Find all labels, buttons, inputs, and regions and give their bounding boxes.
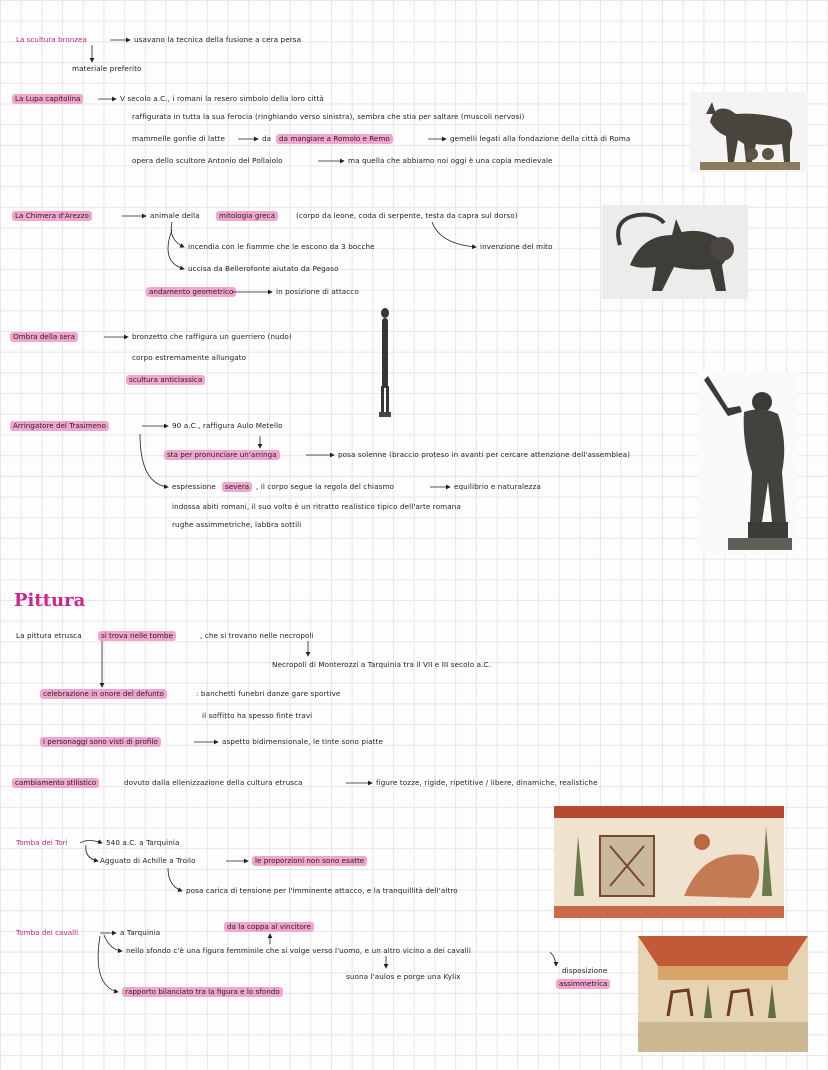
- arringatore-line-2b: posa solenne (braccio proteso in avanti per cercare attenzione dell'assemblea): [338, 450, 631, 459]
- cavalli-line-1: a Tarquinia: [120, 928, 161, 937]
- lupa-line-3b: da: [262, 134, 272, 143]
- scultura-bronzea-desc: usavano la tecnica della fusione a cera persa: [134, 35, 302, 44]
- arringatore-label: Arringatore del Trasimeno: [10, 421, 109, 431]
- ombra-della-sera-image: [376, 306, 394, 420]
- pittura-line-4: il soffitto ha spesso finte travi: [202, 711, 313, 720]
- chimera-line-1b: (corpo da leone, coda di serpente, testa da capra sul dorso): [296, 211, 518, 220]
- chimera-line-1a: animale della: [150, 211, 200, 220]
- tori-label: Tomba dei Tori: [16, 838, 68, 847]
- lupa-line-3c: gemelli legati alla fondazione della città di Roma: [450, 134, 631, 143]
- pittura-line-6a: dovuto dalla ellenizzazione della cultura etrusca: [124, 778, 303, 787]
- cavalli-line-3: suona l'aulos e porge una Kylix: [346, 972, 461, 981]
- arringatore-line-3-highlight: severa: [222, 482, 252, 492]
- pittura-line-6-highlight: cambiamento stilistico: [12, 778, 99, 788]
- arringatore-line-1: 90 a.C., raffigura Aulo Metello: [172, 421, 283, 430]
- arringatore-line-5: rughe assimmetriche, labbra sottili: [172, 520, 302, 529]
- arringatore-image: [698, 372, 798, 554]
- chimera-line-4b: in posizione di attacco: [276, 287, 359, 296]
- lupa-label: La Lupa capitolina: [12, 94, 83, 104]
- chimera-line-4-highlight: andamento geometrico: [146, 287, 236, 297]
- tori-line-3: posa carica di tensione per l'imminente attacco, e la tranquillità dell'altro: [186, 886, 458, 895]
- ombra-label: Ombra della sera: [10, 332, 78, 342]
- ombra-line-2: corpo estremamente allungato: [132, 353, 247, 362]
- cavalli-line-4-highlight: rapporto bilanciato tra la figura e lo sfondo: [122, 987, 283, 997]
- lupa-capitolina-image: [690, 92, 808, 172]
- pittura-line-5b: aspetto bidimensionale, le tinte sono piatte: [222, 737, 384, 746]
- pittura-line-1-highlight: si trova nelle tombe: [98, 631, 176, 641]
- lupa-line-2: raffigurata in tutta la sua ferocia (ringhiando verso sinistra), sembra che stia per saltare (muscoli nervosi): [132, 112, 525, 121]
- lupa-line-1: V secolo a.C., i romani la resero simbolo della loro città: [120, 94, 324, 103]
- ombra-line-3-highlight: scultura anticlassica: [126, 375, 205, 385]
- arringatore-line-3b: , il corpo segue la regola del chiasmo: [256, 482, 395, 491]
- chimera-line-2b: invenzione del mito: [480, 242, 553, 251]
- tori-line-2-highlight: le proporzioni non sono esatte: [252, 856, 367, 866]
- tomba-dei-tori-image: [554, 806, 784, 918]
- lupa-line-4a: opera dello scultore Antonio del Pollaiolo: [132, 156, 283, 165]
- scultura-bronzea-note: materiale preferito: [72, 64, 142, 73]
- arringatore-line-3c: equilibrio e naturalezza: [454, 482, 541, 491]
- lupa-line-3a: mammelle gonfie di latte: [132, 134, 225, 143]
- lupa-line-3-highlight: da mangiare a Romolo e Remo: [276, 134, 393, 144]
- pittura-line-6b: figure tozze, rigide, ripetitive / libere, dinamiche, realistiche: [376, 778, 598, 787]
- cavalli-line-1-highlight: da la coppa al vincitore: [224, 922, 314, 932]
- pittura-line-1a: La pittura etrusca: [16, 631, 82, 640]
- tori-line-1: 540 a.C. a Tarquinia: [106, 838, 180, 847]
- chimera-line-1-highlight: mitologia greca: [216, 211, 278, 221]
- chimera-line-2: incendia con le fiamme che le escono da 3 bocche: [188, 242, 375, 251]
- lupa-line-4b: ma quella che abbiamo noi oggi è una copia medievale: [348, 156, 553, 165]
- pittura-title: Pittura: [14, 590, 86, 611]
- cavalli-line-2: nello sfondo c'è una figura femminile che si volge verso l'uomo, e un altro vicino a dei cavalli: [126, 946, 471, 955]
- chimera-arezzo-image: [602, 205, 748, 299]
- chimera-line-3: uccisa da Bellerofonte aiutato da Pegaso: [188, 264, 339, 273]
- arringatore-line-3a: espressione: [172, 482, 216, 491]
- chimera-label: La Chimera d'Arezzo: [12, 211, 92, 221]
- pittura-line-1b: , che si trovano nelle necropoli: [200, 631, 314, 640]
- cavalli-line-3-highlight: assimmetrica: [556, 979, 610, 989]
- pittura-line-3-highlight: celebrazione in onore del defunto: [40, 689, 167, 699]
- pittura-line-5-highlight: i personaggi sono visti di profilo: [40, 737, 161, 747]
- pittura-line-3b: : banchetti funebri danze gare sportive: [196, 689, 341, 698]
- arringatore-line-4: indossa abiti romani, il suo volto è un ritratto realistico tipico dell'arte romana: [172, 502, 461, 511]
- pittura-line-2: Necropoli di Monterozzi a Tarquinia tra il VII e III secolo a.C.: [272, 660, 492, 669]
- cavalli-line-3b: disposizione: [562, 966, 608, 975]
- ombra-line-1: bronzetto che raffigura un guerriero (nudo): [132, 332, 292, 341]
- arringatore-line-2-highlight: sta per pronunciare un'arringa: [164, 450, 280, 460]
- tomba-dei-cavalli-image: [638, 936, 808, 1052]
- cavalli-label: Tomba dei cavalli: [16, 928, 79, 937]
- scultura-bronzea-label: La scultura bronzea: [16, 35, 87, 44]
- tori-line-2a: Agguato di Achille a Troilo: [100, 856, 196, 865]
